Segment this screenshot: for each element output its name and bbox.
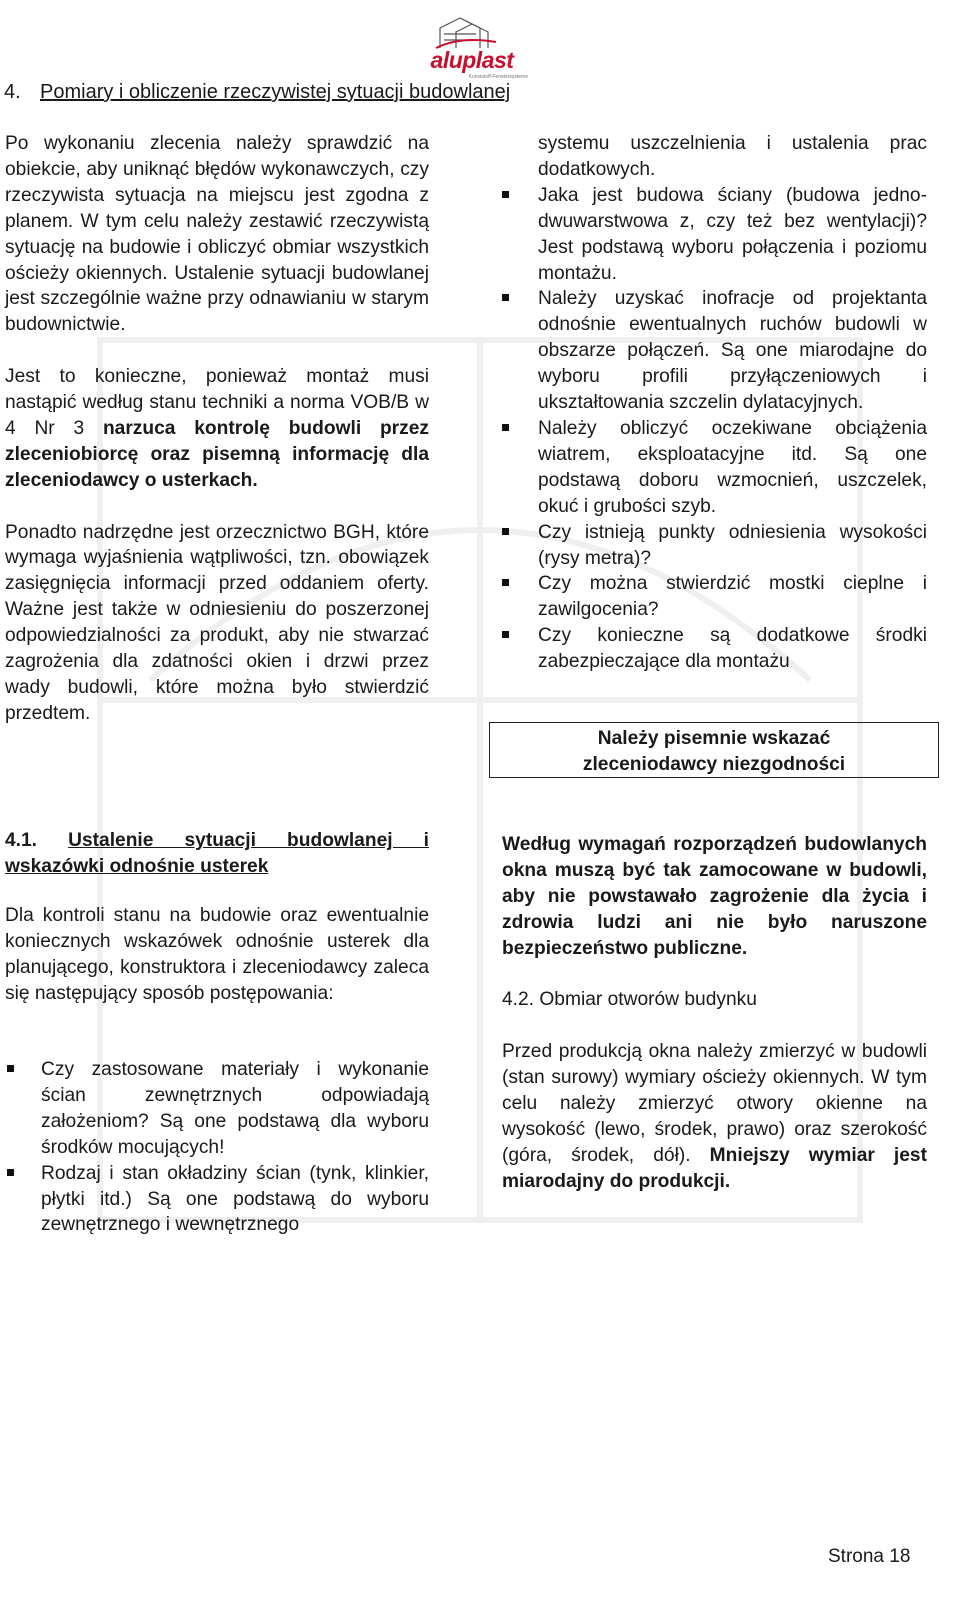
bullet-square-icon bbox=[7, 1065, 14, 1072]
list-item-text: Należy obliczyć oczekiwane obciążenia wiatrem, eksploatacyjne itd. Są one podstawą doboru wzmocnień, uszczelek, okuć i grubości szyb. bbox=[538, 417, 927, 517]
section-title: Pomiary i obliczenie rzeczywistej sytuacji budowlanej bbox=[40, 81, 511, 103]
aluplast-logo bbox=[416, 12, 528, 80]
bullet-square-icon bbox=[502, 191, 509, 198]
notice-box bbox=[489, 722, 939, 778]
left-column-upper bbox=[5, 131, 429, 753]
bullet-square-icon bbox=[7, 1169, 14, 1176]
left-column-lower bbox=[5, 903, 429, 1033]
list-item-text: Należy uzyskać inofracje od projektanta odnośnie ewentualnych ruchów budowli w obszarze połączeń. Są one miarodajne do wyboru profili przyłączeniowych i ukształtowania szczelin dylatacyjnych. bbox=[538, 288, 927, 414]
measure-paragraph-text: Przed produkcją okna należy zmierzyć w budowli (stan surowy) wymiary ościeży okiennych. W tym celu należy zmierzyć otwory okienne na wysokość (lewo, środek, prawo) oraz szerokość (góra, środek, dół). bbox=[502, 1041, 927, 1166]
list-item-text: Jaka jest budowa ściany (budowa jedno- dwuwarstwowa z, czy też bez wentylacji)? Jest podstawą wyboru połączenia i poziomu montażu. bbox=[538, 184, 927, 284]
list-item bbox=[5, 1161, 429, 1239]
bullet-square-icon bbox=[502, 294, 509, 301]
bullet-square-icon bbox=[502, 631, 509, 638]
right-column-lower bbox=[502, 832, 927, 1221]
norm-paragraph-bold: narzuca kontrolę budowli przez zleceniobiorcę oraz pisemną informację dla zleceniodawcy o usterkach. bbox=[5, 417, 429, 491]
section-number: 4. bbox=[4, 81, 21, 103]
bullet-square-icon bbox=[502, 579, 509, 586]
subsection-41-number: 4.1. bbox=[5, 830, 38, 851]
bullet-square-icon bbox=[502, 424, 509, 431]
norm-paragraph bbox=[5, 364, 429, 494]
list-item-text: Czy istnieją punkty odniesienia wysokości (rysy metra)? bbox=[538, 521, 927, 569]
list-item bbox=[500, 520, 927, 572]
subsection-42-number: 4.2. bbox=[502, 989, 535, 1011]
logo-subtext: Kunststoff-Fenstersysteme bbox=[468, 74, 528, 80]
subsection-42-heading bbox=[502, 987, 927, 1013]
left-bullet-list bbox=[5, 1057, 429, 1238]
list-item bbox=[500, 623, 927, 675]
list-item bbox=[500, 416, 927, 520]
section-heading bbox=[4, 80, 644, 104]
intro-paragraph: Po wykonaniu zlecenia należy sprawdzić na obiekcie, aby uniknąć błędów wykonawczych, czy rzeczywista sytuacja na miejscu jest zgodna z planem. W tym celu należy zestawić rzeczywistą sytuację na budowie i obliczyć obmiar wszystkich ościeży okiennych. Ustalenie sytuacji budowlanej jest szczególnie ważne przy odnawianiu w starym budownictwie. bbox=[5, 133, 429, 336]
list-item bbox=[500, 571, 927, 623]
bullet-square-icon bbox=[502, 528, 509, 535]
list-item-text: Czy konieczne są dodatkowe środki zabezpieczające dla montażu bbox=[538, 625, 927, 673]
bgh-paragraph: Ponadto nadrzędne jest orzecznictwo BGH, które wymaga wyjaśnienia wątpliwości, tzn. obowiązek zasięgnięcia informacji przed oddaniem oferty. Ważne jest także w odniesieniu do poszerzonej odpowiedzialności za produkt, aby nie stwarzać zagrożenia dla zdatności okien i drzwi przez wady budowli, które można było stwierdzić przedtem. bbox=[5, 521, 429, 724]
logo-house-icon bbox=[416, 12, 528, 52]
logo-wordmark: aluplast bbox=[430, 47, 514, 73]
notice-line-2: zleceniodawcy niezgodności bbox=[582, 754, 846, 775]
norm-paragraph-text: Jest to konieczne, ponieważ montaż musi nastąpić według stanu techniki a norma VOB/B w 4 Nr 3 bbox=[5, 366, 429, 439]
regulation-paragraph: Według wymagań rozporządzeń budowlanych okna muszą być tak zamocowane w budowli, aby nie powstawało zagrożenie dla życia i zdrowia ludzi ani nie było naruszone bezpieczeństwo publiczne. bbox=[502, 834, 927, 959]
procedure-paragraph: Dla kontroli stanu na budowie oraz ewentualnie koniecznych wskazówek odnośnie usterek dla planującego, konstruktora i zleceniodawcy zaleca się następujący sposób postępowania: bbox=[5, 905, 429, 1004]
subsection-41-heading bbox=[5, 828, 429, 880]
subsection-41-title: Ustalenie sytuacji budowlanej i wskazówki odnośnie usterek bbox=[5, 830, 429, 877]
list-item-text: Czy można stwierdzić mostki cieplne i zawilgocenia? bbox=[538, 573, 927, 621]
right-bullet-list bbox=[500, 183, 927, 675]
page-number: Strona 18 bbox=[828, 1546, 911, 1567]
list-item bbox=[500, 286, 927, 416]
list-item-text: Rodzaj i stan okładziny ścian (tynk, klinkier, płytki itd.) Są one podstawą do wyboru zewnętrznego i wewnętrznego bbox=[41, 1162, 429, 1236]
subsection-42-title: Obmiar otworów budynku bbox=[539, 989, 757, 1011]
list-item-text: Czy zastosowane materiały i wykonanie ścian zewnętrznych odpowiadają założeniom? Są one podstawą dla wyboru środków mocujących! bbox=[41, 1059, 429, 1158]
notice-line-1: Należy pisemnie wskazać bbox=[597, 728, 831, 749]
continuation-text: systemu uszczelnienia i ustalenia prac dodatkowych. bbox=[538, 133, 927, 180]
list-item bbox=[500, 183, 927, 287]
right-column-upper bbox=[538, 131, 927, 675]
left-bullet-list-wrap bbox=[5, 1057, 429, 1238]
list-item bbox=[5, 1057, 429, 1161]
measure-paragraph-bold: Mniejszy wymiar jest miarodajny do produkcji. bbox=[502, 1144, 927, 1192]
measure-paragraph bbox=[502, 1039, 927, 1194]
